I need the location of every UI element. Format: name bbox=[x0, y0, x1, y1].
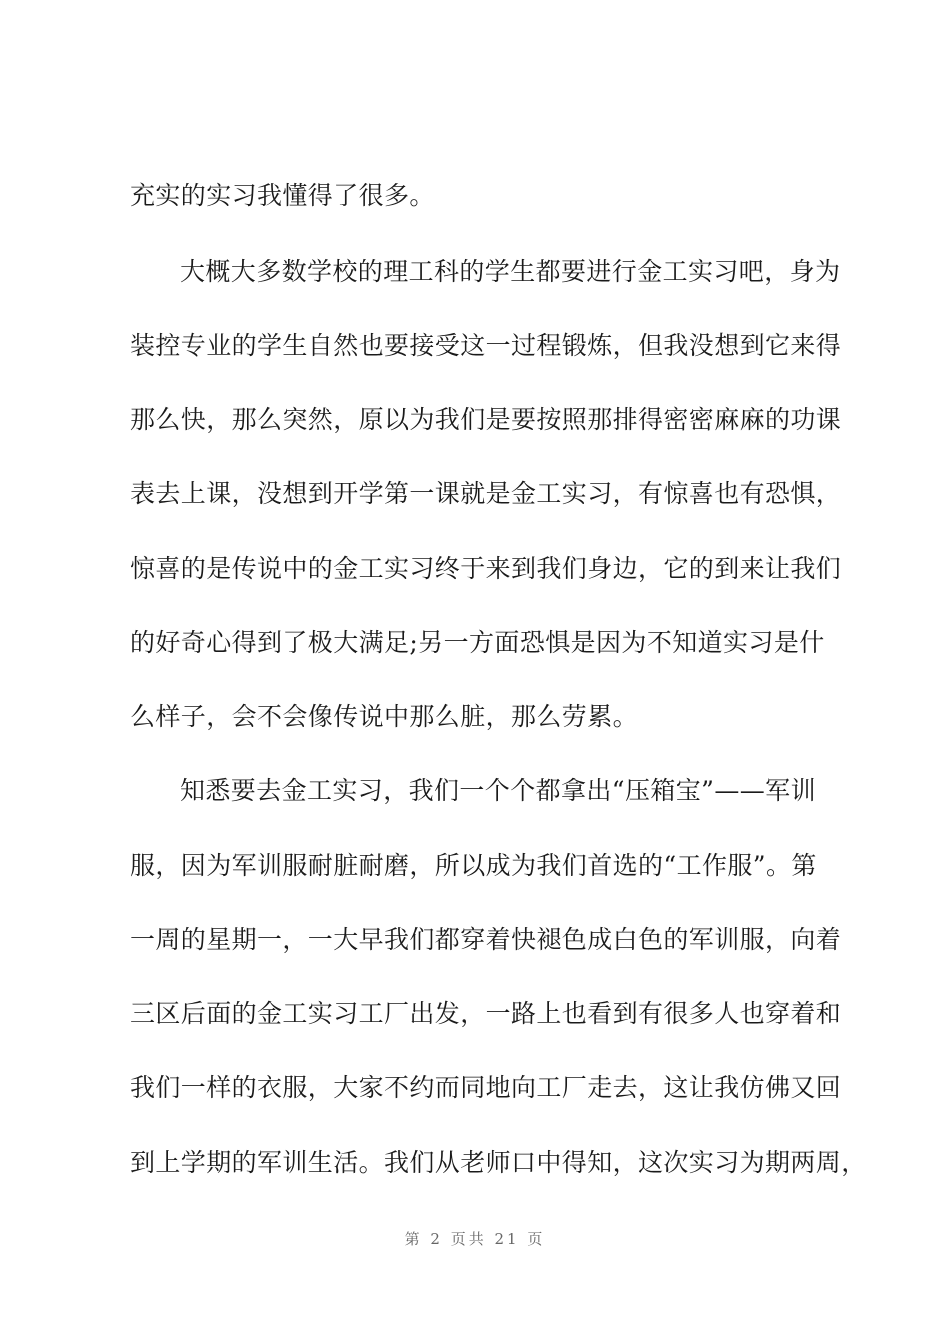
paragraph-start-line: 大概大多数学校的理工科的学生都要进行金工实习吧，身为 bbox=[180, 257, 841, 286]
text-line: 么样子，会不会像传说中那么脏，那么劳累。 bbox=[130, 702, 639, 731]
text-line: 到上学期的军训生活。我们从老师口中得知，这次实习为期两周， bbox=[130, 1148, 867, 1177]
text-line: 的好奇心得到了极大满足;另一方面恐惧是因为不知道实习是什 bbox=[130, 628, 825, 657]
text-line: 我们一样的衣服，大家不约而同地向工厂走去，这让我仿佛又回 bbox=[130, 1073, 842, 1102]
text-line: 一周的星期一，一大早我们都穿着快褪色成白色的军训服，向着 bbox=[130, 925, 842, 954]
paragraph-start-line: 知悉要去金工实习，我们一个个都拿出“压箱宝”——军训 bbox=[180, 776, 816, 805]
text-line: 服，因为军训服耐脏耐磨，所以成为我们首选的“工作服”。第 bbox=[130, 851, 817, 880]
text-line: 表去上课，没想到开学第一课就是金工实习，有惊喜也有恐惧， bbox=[130, 479, 842, 508]
text-line: 充实的实习我懂得了很多。 bbox=[130, 181, 435, 210]
text-line: 三区后面的金工实习工厂出发，一路上也看到有很多人也穿着和 bbox=[130, 999, 842, 1028]
text-line: 惊喜的是传说中的金工实习终于来到我们身边，它的到来让我们 bbox=[130, 554, 842, 583]
page-number-footer: 第 2 页共 21 页 bbox=[404, 1230, 546, 1248]
text-line: 装控专业的学生自然也要接受这一过程锻炼，但我没想到它来得 bbox=[130, 331, 842, 360]
text-line: 那么快，那么突然，原以为我们是要按照那排得密密麻麻的功课 bbox=[130, 405, 842, 434]
